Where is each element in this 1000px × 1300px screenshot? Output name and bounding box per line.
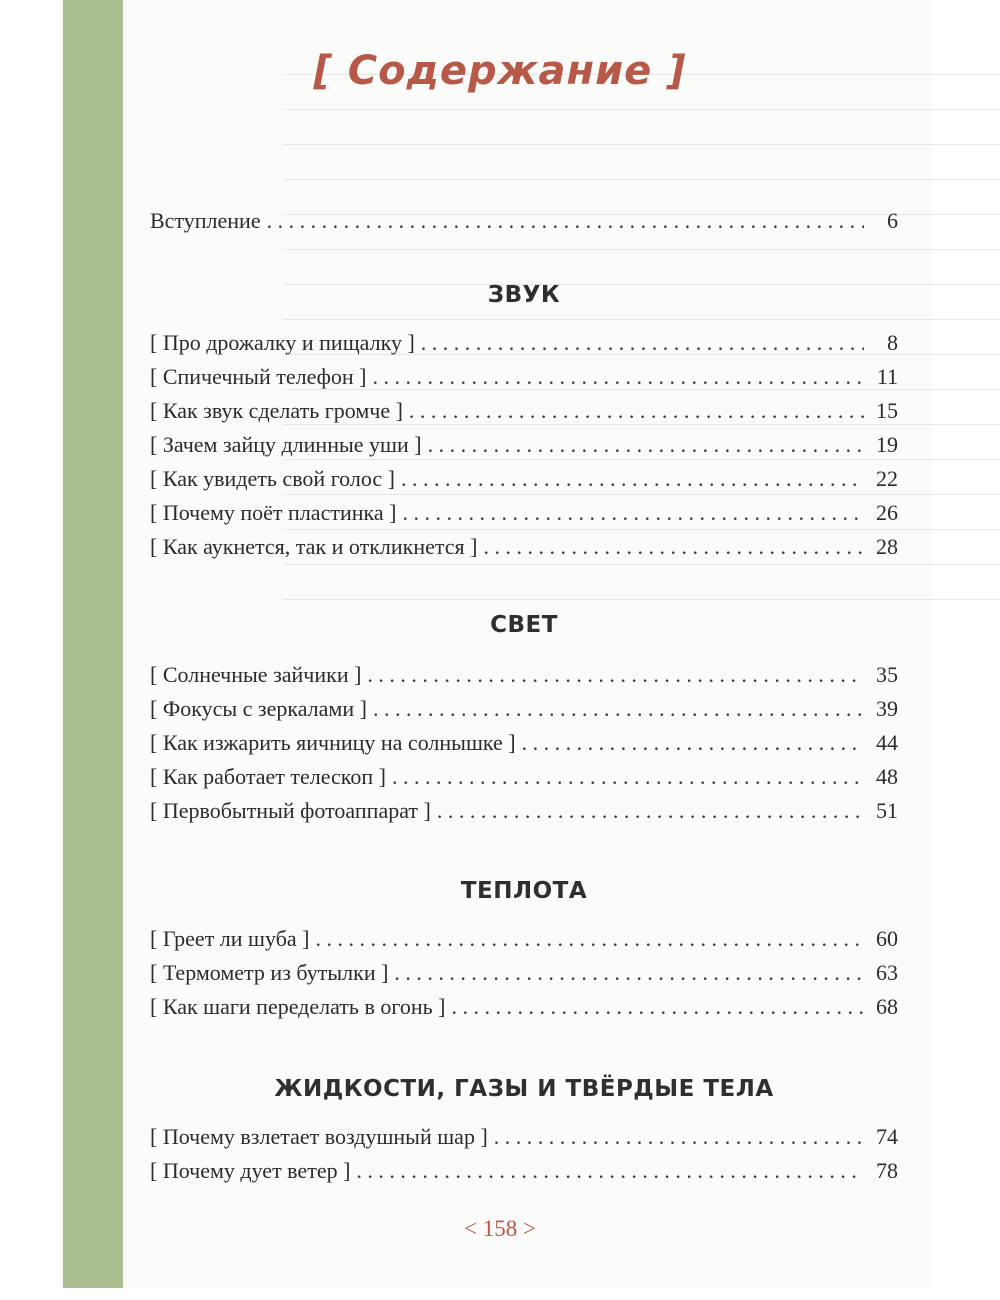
toc-page: 22 [876, 466, 898, 491]
toc-page: 19 [876, 432, 898, 457]
toc-entry[interactable] [150, 798, 898, 832]
toc-page: 63 [876, 960, 898, 985]
toc-page: 15 [876, 398, 898, 423]
page-number: < 158 > [464, 1216, 536, 1241]
toc-label: [ Как работает телескоп ] [150, 764, 386, 789]
toc-page: 51 [876, 798, 898, 823]
toc-page: 35 [876, 662, 898, 687]
leader-dots [402, 500, 864, 526]
leader-dots [409, 398, 864, 424]
toc-entry[interactable] [150, 500, 898, 534]
toc-page: 11 [876, 364, 898, 389]
section-heading-heat: ТЕПЛОТА [460, 878, 588, 904]
leader-dots [421, 330, 864, 356]
toc-label: [ Фокусы с зеркалами ] [150, 696, 367, 721]
toc-label: [ Первобытный фотоаппарат ] [150, 798, 431, 823]
toc-entry[interactable] [150, 398, 898, 432]
leader-dots [356, 1158, 864, 1184]
section-heading-sound: ЗВУК [487, 282, 561, 308]
leader-dots [367, 662, 864, 688]
leader-dots [316, 926, 865, 952]
leader-dots [428, 432, 864, 458]
toc-entry[interactable] [150, 330, 898, 364]
toc-label: [ Почему поёт пластинка ] [150, 500, 397, 525]
toc-label: [ Как аукнется, так и откликнется ] [150, 534, 478, 559]
toc-label: [ Спичечный телефон ] [150, 364, 367, 389]
toc-entry[interactable] [150, 466, 898, 500]
toc-entry[interactable] [150, 432, 898, 466]
leader-dots [484, 534, 865, 560]
toc-label: Вступление [150, 208, 261, 233]
section-heading-light: СВЕТ [490, 612, 558, 638]
toc-entry[interactable] [150, 730, 898, 764]
toc-intro[interactable] [150, 208, 898, 242]
leader-dots [437, 798, 864, 824]
toc-page: 26 [876, 500, 898, 525]
toc-page: 6 [887, 208, 898, 233]
page-title: [ Содержание ] [313, 48, 687, 94]
toc-label: [ Зачем зайцу длинные уши ] [150, 432, 422, 457]
toc-entry[interactable] [150, 1124, 898, 1158]
toc-entry[interactable] [150, 764, 898, 798]
toc-page: 74 [876, 1124, 898, 1149]
toc-page: 78 [876, 1158, 898, 1183]
leader-dots [392, 764, 864, 790]
leader-dots [522, 730, 864, 756]
leader-dots [267, 208, 864, 234]
toc-entry[interactable] [150, 534, 898, 568]
toc-page: 8 [887, 330, 898, 355]
toc-page: 48 [876, 764, 898, 789]
toc-label: [ Почему взлетает воздушный шар ] [150, 1124, 488, 1149]
toc-page: 68 [876, 994, 898, 1019]
leader-dots [494, 1124, 864, 1150]
toc-label: [ Как звук сделать громче ] [150, 398, 403, 423]
toc-label: [ Как шаги переделать в огонь ] [150, 994, 446, 1019]
toc-label: [ Про дрожалку и пищалку ] [150, 330, 415, 355]
toc-label: [ Греет ли шуба ] [150, 926, 310, 951]
section-heading-matter: ЖИДКОСТИ, ГАЗЫ И ТВЁРДЫЕ ТЕЛА [274, 1076, 774, 1102]
leader-dots [372, 364, 864, 390]
toc-label: [ Солнечные зайчики ] [150, 662, 362, 687]
toc-label: [ Почему дует ветер ] [150, 1158, 351, 1183]
toc-label: [ Как изжарить яичницу на солнышке ] [150, 730, 516, 755]
toc-entry[interactable] [150, 960, 898, 994]
leader-dots [401, 466, 864, 492]
toc-entry[interactable] [150, 696, 898, 730]
leader-dots [451, 994, 864, 1020]
toc-entry[interactable] [150, 662, 898, 696]
toc-entry[interactable] [150, 1158, 898, 1192]
toc-page: 39 [876, 696, 898, 721]
toc-label: [ Как увидеть свой голос ] [150, 466, 396, 491]
toc-entry[interactable] [150, 994, 898, 1028]
leader-dots [394, 960, 864, 986]
toc-page: 44 [876, 730, 898, 755]
leader-dots [373, 696, 864, 722]
toc-page: 60 [876, 926, 898, 951]
toc-label: [ Термометр из бутылки ] [150, 960, 389, 985]
toc-entry[interactable] [150, 926, 898, 960]
toc-page: 28 [876, 534, 898, 559]
toc-entry[interactable] [150, 364, 898, 398]
